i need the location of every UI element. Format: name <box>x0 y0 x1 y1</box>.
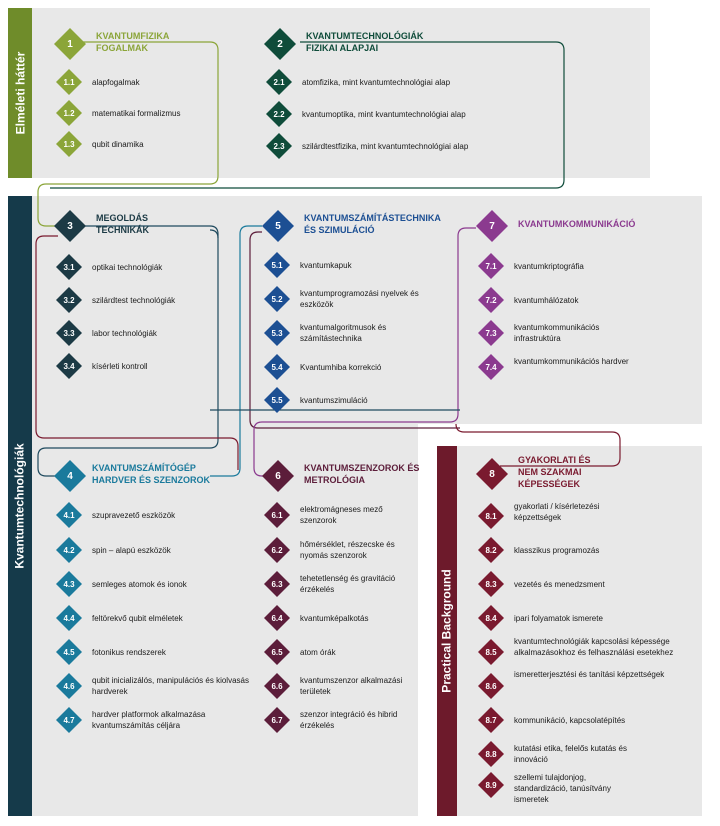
item-3-3 <box>56 320 236 346</box>
item-8-4-badge <box>478 605 504 631</box>
item-2-2-number: 2.2 <box>273 109 285 119</box>
group-4 <box>54 460 254 492</box>
item-1-2 <box>56 100 236 126</box>
item-8-4-text: ipari folyamatok ismerete <box>514 614 603 623</box>
item-5-4-text: Kvantumhiba korrekció <box>300 363 382 372</box>
item-6-2-number: 6.2 <box>271 545 283 555</box>
item-5-3 <box>264 320 454 346</box>
item-4-2-badge <box>56 537 82 563</box>
item-1-3-text: qubit dinamika <box>92 140 144 149</box>
item-6-2-text: hőmérséklet, részecske és nyomás szenzorok <box>300 540 395 560</box>
item-7-1-badge <box>478 253 504 279</box>
item-7-2-badge <box>478 287 504 313</box>
item-5-5-badge <box>264 387 290 413</box>
item-8-8-number: 8.8 <box>485 749 497 759</box>
item-4-5 <box>56 639 256 665</box>
item-4-1-badge <box>56 502 82 528</box>
item-3-1 <box>56 254 236 280</box>
item-6-4 <box>264 605 434 631</box>
item-5-2-text: kvantumprogramozási nyelvek és eszközök <box>300 289 419 309</box>
group-3-badge <box>54 210 86 242</box>
item-6-1-badge <box>264 502 290 528</box>
item-4-3-badge <box>56 571 82 597</box>
group-1-number: 1 <box>67 38 73 50</box>
item-6-6-badge <box>264 673 290 699</box>
item-2-1-number: 2.1 <box>273 77 285 87</box>
item-5-1-badge <box>264 252 290 278</box>
item-6-7-number: 6.7 <box>271 715 283 725</box>
item-2-2 <box>266 101 526 127</box>
item-8-5-text: kvantumtechnológiák kapcsolási képessége alkalmazásokhoz és felhasználási esetekhez <box>514 637 674 657</box>
group-5-number: 5 <box>275 220 281 232</box>
item-2-3-badge <box>266 133 292 159</box>
item-5-1 <box>264 252 454 278</box>
item-4-5-text: fotonikus rendszerek <box>92 648 166 657</box>
item-3-4-text: kísérleti kontroll <box>92 362 148 371</box>
item-4-2-text: spin – alapú eszközök <box>92 546 171 555</box>
item-1-1-text: alapfogalmak <box>92 78 140 87</box>
item-8-1-text: gyakorlati / kísérletezési képzettségek <box>514 502 600 522</box>
item-8-8-badge <box>478 741 504 767</box>
item-3-2-number: 3.2 <box>63 295 75 305</box>
group-2 <box>264 28 484 60</box>
group-3 <box>54 210 214 242</box>
item-7-3 <box>478 320 678 346</box>
item-8-5 <box>478 639 688 669</box>
group-2-title: KVANTUMTECHNOLÓGIÁK FIZIKAI ALAPJAI <box>306 31 424 53</box>
item-6-4-text: kvantumképalkotás <box>300 614 369 623</box>
item-4-6-text: qubit inicializálós, manipulációs és kiolvasás hardverek <box>92 676 249 696</box>
group-5-title: KVANTUMSZÁMÍTÁSTECHNIKA ÉS SZIMULÁCIÓ <box>304 213 441 235</box>
item-4-7-badge <box>56 707 82 733</box>
item-8-5-number: 8.5 <box>485 647 497 657</box>
item-4-1 <box>56 502 256 528</box>
item-4-1-number: 4.1 <box>63 510 75 520</box>
item-4-7-text: hardver platformok alkalmazása kvantumszámítás céljára <box>92 710 206 730</box>
item-3-3-badge <box>56 320 82 346</box>
item-6-7-badge <box>264 707 290 733</box>
item-7-1-text: kvantumkriptográfia <box>514 262 584 271</box>
item-4-3-number: 4.3 <box>63 579 75 589</box>
item-6-1-number: 6.1 <box>271 510 283 520</box>
item-4-4-text: feltörekvő qubit elméletek <box>92 614 183 623</box>
group-7-number: 7 <box>489 220 495 232</box>
item-8-3-badge <box>478 571 504 597</box>
item-1-1 <box>56 69 236 95</box>
item-8-6-text: ismeretterjesztési és tanítási képzettségek <box>514 670 665 679</box>
item-4-1-text: szupravezető eszközök <box>92 511 176 520</box>
item-8-7-number: 8.7 <box>485 715 497 725</box>
group-1-title: KVANTUMFIZIKA FOGALMAK <box>96 31 169 53</box>
group-8-number: 8 <box>489 468 495 480</box>
item-8-6 <box>478 670 678 699</box>
item-7-2-number: 7.2 <box>485 295 497 305</box>
item-2-1-text: atomfizika, mint kvantumtechnológiai alap <box>302 78 451 87</box>
item-8-4 <box>478 605 678 631</box>
group-6 <box>262 460 432 492</box>
item-8-8 <box>478 741 688 767</box>
item-7-2-text: kvantumhálózatok <box>514 296 579 305</box>
item-8-7 <box>478 707 688 733</box>
item-5-2-number: 5.2 <box>271 294 283 304</box>
item-3-4-number: 3.4 <box>63 361 75 371</box>
item-4-3 <box>56 571 256 597</box>
item-4-5-badge <box>56 639 82 665</box>
item-7-4 <box>478 354 678 380</box>
item-7-3-text: kvantumkommunikációs infrastruktúra <box>514 323 600 343</box>
group-2-badge <box>264 28 296 60</box>
item-4-4 <box>56 605 256 631</box>
item-8-1-number: 8.1 <box>485 511 497 521</box>
item-6-5 <box>264 639 434 665</box>
item-8-8-text: kutatási etika, felelős kutatás és innováció <box>514 744 627 764</box>
item-8-9-text: szellemi tulajdonjog, standardizáció, tanúsítvány ismeretek <box>514 773 611 804</box>
group-3-number: 3 <box>67 220 73 232</box>
item-6-6 <box>264 673 434 699</box>
item-5-4-number: 5.4 <box>271 362 283 372</box>
item-4-6 <box>56 673 266 699</box>
group-6-number: 6 <box>275 470 281 482</box>
item-4-7-number: 4.7 <box>63 715 75 725</box>
item-7-4-text: kvantumkommunikációs hardver <box>514 357 629 366</box>
item-5-5-text: kvantumszimuláció <box>300 396 368 405</box>
item-1-1-badge <box>56 69 82 95</box>
item-6-5-badge <box>264 639 290 665</box>
item-5-1-number: 5.1 <box>271 260 283 270</box>
item-4-7 <box>56 707 266 733</box>
item-5-4-badge <box>264 354 290 380</box>
group-5 <box>262 210 462 242</box>
item-6-6-number: 6.6 <box>271 681 283 691</box>
item-6-7-text: szenzor integráció és hibrid érzékelés <box>300 710 398 730</box>
item-6-7 <box>264 707 434 733</box>
group-8 <box>476 455 696 496</box>
item-6-1 <box>264 502 434 528</box>
item-4-5-number: 4.5 <box>63 647 75 657</box>
group-7-title: KVANTUMKOMMUNIKÁCIÓ <box>518 219 636 229</box>
item-6-2-badge <box>264 537 290 563</box>
item-3-4-badge <box>56 353 82 379</box>
item-8-4-number: 8.4 <box>485 613 497 623</box>
group-6-badge <box>262 460 294 492</box>
item-5-4 <box>264 354 454 380</box>
group-4-badge <box>54 460 86 492</box>
item-6-4-badge <box>264 605 290 631</box>
item-8-1 <box>478 503 678 529</box>
item-1-3-badge <box>56 131 82 157</box>
item-5-2 <box>264 286 454 312</box>
item-8-2 <box>478 537 678 563</box>
item-7-4-number: 7.4 <box>485 362 497 372</box>
sidebar-elmeleti-label: Elméleti háttér <box>13 51 28 135</box>
item-6-3-text: tehetetlenség és gravitáció érzékelés <box>300 574 396 594</box>
group-1 <box>54 28 254 60</box>
item-3-2-text: szilárdtest technológiák <box>92 296 176 305</box>
item-1-2-text: matematikai formalizmus <box>92 109 181 118</box>
item-7-1 <box>478 253 678 279</box>
item-8-7-badge <box>478 707 504 733</box>
item-2-3 <box>266 133 526 159</box>
item-1-1-number: 1.1 <box>63 77 75 87</box>
item-4-3-text: semleges atomok és ionok <box>92 580 187 589</box>
sidebar-practical-label: Practical Background <box>440 569 454 693</box>
item-8-7-text: kommunikáció, kapcsolatépítés <box>514 716 626 725</box>
group-2-number: 2 <box>277 38 283 50</box>
group-1-badge <box>54 28 86 60</box>
item-3-3-number: 3.3 <box>63 328 75 338</box>
item-8-3-text: vezetés és menedzsment <box>514 580 605 589</box>
item-6-5-number: 6.5 <box>271 647 283 657</box>
item-3-4 <box>56 353 236 379</box>
item-1-3 <box>56 131 236 157</box>
item-8-3 <box>478 571 678 597</box>
group-8-title: GYAKORLATI ÉS NEM SZAKMAI KÉPESSÉGEK <box>518 455 591 489</box>
item-3-1-text: optikai technológiák <box>92 263 163 272</box>
item-3-1-badge <box>56 254 82 280</box>
item-8-5-badge <box>478 639 504 665</box>
group-6-title: KVANTUMSZENZOROK ÉS METROLÓGIA <box>304 463 420 485</box>
item-8-3-number: 8.3 <box>485 579 497 589</box>
item-8-2-badge <box>478 537 504 563</box>
group-4-number: 4 <box>67 470 73 482</box>
item-6-3-number: 6.3 <box>271 579 283 589</box>
item-7-3-number: 7.3 <box>485 328 497 338</box>
item-8-9 <box>478 772 688 802</box>
item-5-3-text: kvantumalgoritmusok és számítástechnika <box>300 323 387 343</box>
item-8-9-badge <box>478 772 504 798</box>
item-1-3-number: 1.3 <box>63 139 75 149</box>
item-5-3-number: 5.3 <box>271 328 283 338</box>
item-8-1-badge <box>478 503 504 529</box>
item-8-6-badge <box>478 673 504 699</box>
item-7-2 <box>478 287 678 313</box>
item-8-6-number: 8.6 <box>485 681 497 691</box>
group-8-badge <box>476 458 508 490</box>
item-3-3-text: labor technológiák <box>92 329 157 338</box>
item-6-2 <box>264 537 434 563</box>
item-5-5-number: 5.5 <box>271 395 283 405</box>
item-8-9-number: 8.9 <box>485 780 497 790</box>
item-8-2-text: klasszikus programozás <box>514 546 600 555</box>
item-6-4-number: 6.4 <box>271 613 283 623</box>
item-6-1-text: elektromágneses mező szenzorok <box>300 505 383 525</box>
item-6-3 <box>264 571 434 597</box>
item-5-2-badge <box>264 286 290 312</box>
item-4-2-number: 4.2 <box>63 545 75 555</box>
item-6-6-text: kvantumszenzor alkalmazási területek <box>300 676 403 696</box>
item-1-2-number: 1.2 <box>63 108 75 118</box>
item-5-1-text: kvantumkapuk <box>300 261 352 270</box>
item-7-3-badge <box>478 320 504 346</box>
item-2-2-badge <box>266 101 292 127</box>
item-1-2-badge <box>56 100 82 126</box>
group-7-badge <box>476 210 508 242</box>
item-7-1-number: 7.1 <box>485 261 497 271</box>
item-6-3-badge <box>264 571 290 597</box>
item-5-5 <box>264 387 454 413</box>
item-7-4-badge <box>478 354 504 380</box>
group-3-title: MEGOLDÁS TECHNIKÁK <box>96 213 149 235</box>
item-3-2-badge <box>56 287 82 313</box>
item-2-3-text: szilárdtestfizika, mint kvantumtechnológiai alap <box>302 142 469 151</box>
item-3-1-number: 3.1 <box>63 262 75 272</box>
group-4-title: KVANTUMSZÁMÍTÓGÉP HARDVER ÉS SZENZOROK <box>92 463 211 485</box>
item-4-6-number: 4.6 <box>63 681 75 691</box>
item-2-3-number: 2.3 <box>273 141 285 151</box>
item-2-2-text: kvantumoptika, mint kvantumtechnológiai alap <box>302 110 466 119</box>
group-5-badge <box>262 210 294 242</box>
item-3-2 <box>56 287 236 313</box>
item-4-4-badge <box>56 605 82 631</box>
sidebar-kvantum-label: Kvantumtechnológiák <box>13 443 28 569</box>
item-2-1-badge <box>266 69 292 95</box>
item-4-6-badge <box>56 673 82 699</box>
group-7 <box>476 210 700 242</box>
item-8-2-number: 8.2 <box>485 545 497 555</box>
item-6-5-text: atom órák <box>300 648 336 657</box>
item-4-4-number: 4.4 <box>63 613 75 623</box>
item-5-3-badge <box>264 320 290 346</box>
item-2-1 <box>266 69 526 95</box>
item-4-2 <box>56 537 256 563</box>
